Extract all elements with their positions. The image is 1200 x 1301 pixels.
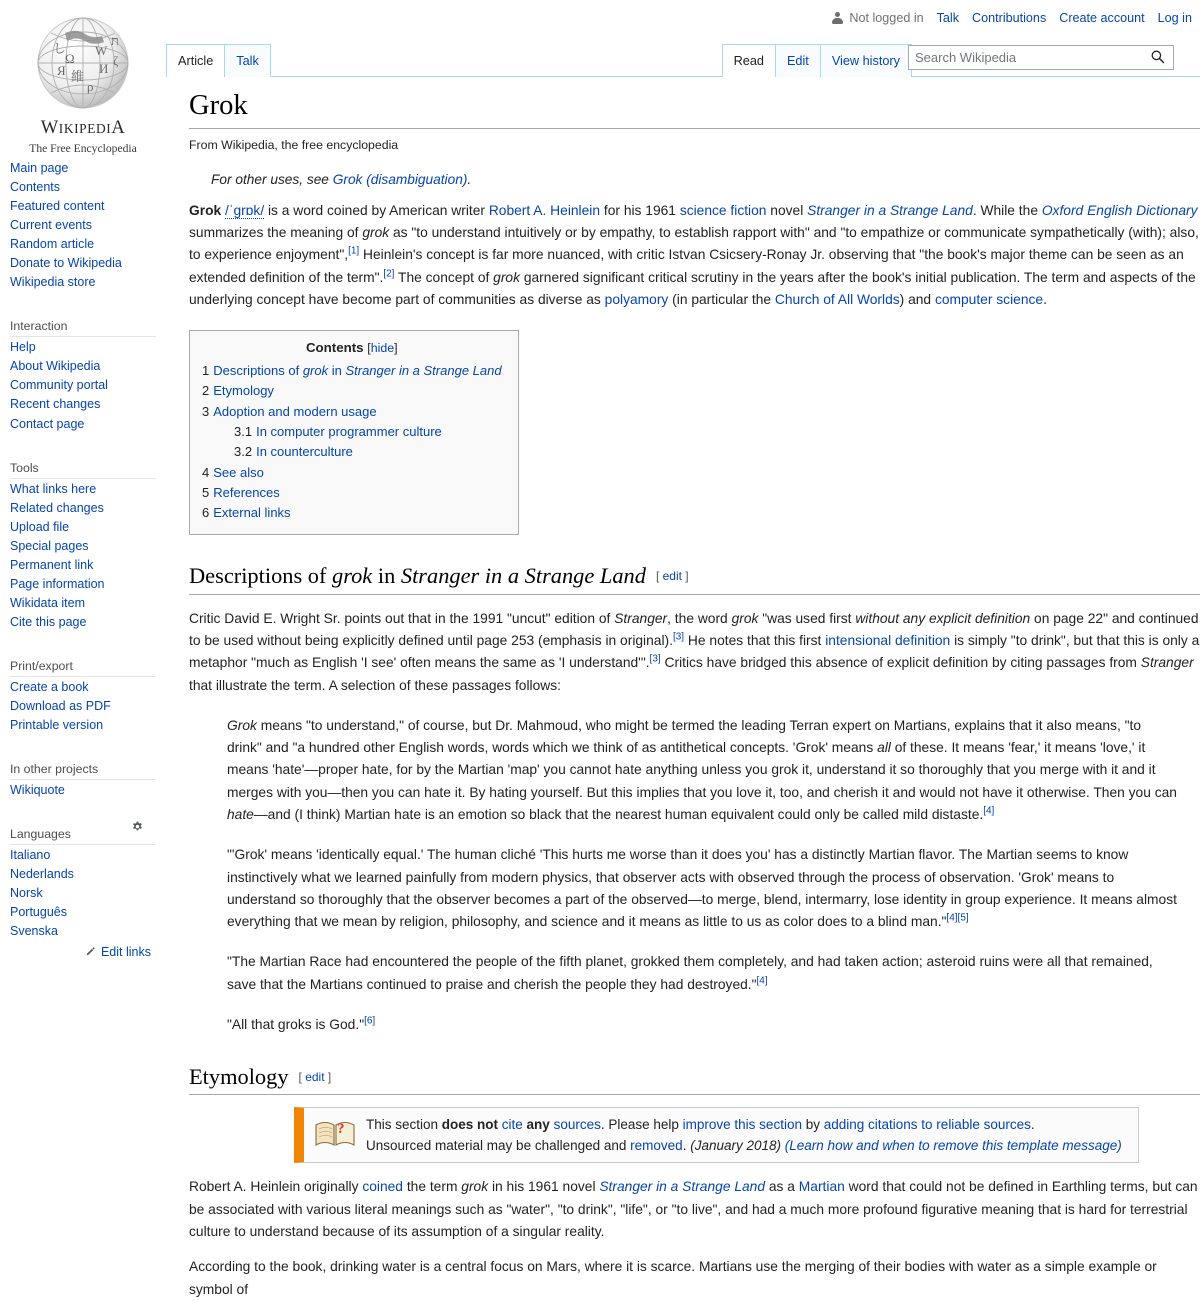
tab-read[interactable]: Read: [722, 44, 775, 77]
sidebar-item-download-as-pdf[interactable]: Download as PDF: [10, 698, 111, 713]
sidebar-item-printable-version[interactable]: Printable version: [10, 718, 104, 733]
sidebar-item-permanent-link[interactable]: Permanent link: [10, 557, 94, 572]
hatnote: [189, 172, 1200, 187]
tab-view-history[interactable]: View history: [820, 44, 912, 77]
list-item[interactable]: [10, 904, 156, 922]
list-item[interactable]: [10, 236, 156, 254]
tab-article[interactable]: Article: [166, 44, 224, 77]
sidebar-item-featured-content[interactable]: Featured content: [10, 199, 105, 214]
tab-edit[interactable]: Edit: [775, 44, 820, 77]
language-link-italiano[interactable]: Italiano: [10, 848, 51, 863]
language-link-norsk[interactable]: Norsk: [10, 886, 43, 901]
list-item[interactable]: [10, 358, 156, 376]
list-item[interactable]: [202, 483, 502, 503]
sidebar-item-wikiquote[interactable]: Wikiquote: [10, 783, 65, 798]
list-item[interactable]: [10, 481, 156, 499]
lead-italic-grok-2: grok: [493, 269, 520, 285]
section2-paragraph-2: According to the book, drinking water is a central focus on Mars, where it is scarce. Martians use the merging of their bodies with water as a simple example or symbol of: [189, 1259, 1157, 1297]
sidebar-heading-languages: Languages: [10, 827, 71, 842]
list-item[interactable]: [10, 885, 156, 903]
edit-links-link[interactable]: Edit links: [100, 945, 151, 960]
ambox-date: (January 2018): [690, 1138, 782, 1154]
link-science-fiction[interactable]: science fiction: [679, 202, 767, 218]
wikipedia-wordmark: WIKIPEDIA: [40, 118, 126, 138]
sidebar-heading-print-export: Print/export: [10, 658, 73, 673]
list-item[interactable]: [202, 402, 502, 422]
link-polyamory[interactable]: polyamory: [604, 291, 669, 307]
toc-number: 5: [202, 484, 210, 500]
sidebar-portal-other-projects: [10, 758, 156, 811]
link-intensional-definition[interactable]: intensional definition: [825, 632, 951, 648]
toc-number: 3: [202, 403, 210, 419]
sidebar-item-help[interactable]: Help: [10, 340, 36, 355]
toc-hide-link[interactable]: hide: [370, 341, 395, 356]
language-link-svenska[interactable]: Svenska: [10, 924, 58, 939]
list-item[interactable]: [10, 557, 156, 575]
sidebar-portal-languages: [10, 811, 156, 970]
list-item[interactable]: [202, 361, 502, 381]
list-item[interactable]: [10, 866, 156, 884]
reference-4b[interactable]: [4]: [756, 975, 768, 987]
list-item[interactable]: [10, 217, 156, 235]
edit-section-link-descriptions[interactable]: [ edit ]: [655, 569, 689, 584]
link-robert-heinlein[interactable]: Robert A. Heinlein: [488, 202, 601, 218]
toc-title-row: [202, 340, 502, 355]
sidebar-nav-list: [10, 160, 156, 292]
sidebar-item-contents[interactable]: Contents: [10, 180, 61, 195]
language-link-nederlands[interactable]: Nederlands: [10, 867, 74, 882]
toc-number: 3.1: [234, 424, 253, 439]
link-sources[interactable]: sources: [553, 1117, 601, 1133]
toc-number: 2: [202, 383, 210, 399]
list-item[interactable]: [202, 503, 502, 523]
link-stranger-in-a-strange-land[interactable]: Stranger in a Strange Land: [807, 202, 973, 218]
wikipedia-tagline: The Free Encyclopedia: [29, 142, 137, 155]
list-item[interactable]: [202, 442, 502, 462]
sidebar-item-wikipedia-store[interactable]: Wikipedia store: [10, 275, 96, 290]
sidebar-item-current-events[interactable]: Current events: [10, 218, 92, 233]
list-item[interactable]: [10, 416, 156, 434]
list-item[interactable]: [10, 717, 156, 735]
table-of-contents: [189, 330, 519, 535]
toc-link-references[interactable]: References: [213, 484, 280, 500]
ambox-line-2: Unsourced material may be challenged and removed. (January 2018) (Learn how and when to remove this template message): [366, 1138, 1122, 1154]
hatnote-suffix: .: [467, 171, 472, 187]
quote-passage-3: "The Martian Race had encountered the people of the fifth planet, grokked them completely, and had taken action; asteroid ruins were all that remained, save that the Martians continued to praise and cherish the people they had destroyed."[4]: [227, 954, 1153, 992]
lead-text-8: The concept of: [394, 269, 494, 285]
book-question-icon: [314, 1117, 356, 1154]
reference-3b[interactable]: [3]: [649, 653, 661, 665]
ambox-line-1: This section does not cite any sources. Please help improve this section by adding citations to reliable sources.: [366, 1117, 1035, 1133]
reference-2[interactable]: [2]: [383, 267, 395, 279]
edit-section-link-etymology[interactable]: [ edit ]: [298, 1070, 332, 1085]
reference-1[interactable]: [1]: [348, 245, 360, 257]
language-link-portugues[interactable]: Português: [10, 905, 67, 920]
sidebar-print-list: [10, 679, 156, 735]
toc-number: 1: [202, 363, 210, 379]
quote-passage-4: "All that groks is God."[6]: [227, 1015, 376, 1033]
toc-number: 3.2: [234, 444, 253, 460]
toc-number: 6: [202, 505, 210, 521]
list-item[interactable]: [202, 463, 502, 483]
link-learn-how-remove-template[interactable]: (Learn how and when to remove this template message): [784, 1138, 1122, 1154]
section1-paragraph-1: Critic David E. Wright Sr. points out that in the 1991 "uncut" edition of Stranger, the word grok "was used first without any explicit definition on page 22" and continued to be used without being explicitly defined until page 253 (emphasis in original).[3] He notes that this first intensional definition is simply "to drink", but that this is only a metaphor "much as English 'I see' often means the same as 'I understand'".[3] Critics have bridged this absence of explicit definition by citing passages from Stranger that illustrate the term. A selection of these passages follows:: [189, 610, 1200, 693]
section2-paragraph-1: Robert A. Heinlein originally coined the term grok in his 1961 novel Stranger in a Strange Land as a Martian word that could not be defined in Earthling terms, but can be associated with various literal meanings such as "water", "to drink", "life", or "to live", and had a much more profound figurative meaning that is hard for terrestrial culture to understand because of its assumption of a singular reality.: [189, 1179, 1198, 1240]
section-heading-descriptions: Descriptions of grok in Stranger in a Strange Land [ edit ]: [189, 561, 1200, 594]
toc-list: [202, 361, 502, 523]
sidebar-heading-other-projects: In other projects: [10, 762, 99, 777]
toc-title: Contents: [305, 340, 364, 356]
svg-text:ζ: ζ: [112, 53, 118, 68]
lead-paragraph: [189, 200, 1200, 311]
list-item[interactable]: [10, 339, 156, 357]
list-item[interactable]: [10, 782, 156, 800]
list-item[interactable]: [10, 595, 156, 613]
citation-needed-notice: [294, 1107, 1139, 1163]
sidebar-heading-tools: Tools: [10, 460, 39, 475]
reference-6[interactable]: [6]: [364, 1015, 376, 1027]
sidebar-item-what-links-here[interactable]: What links here: [10, 481, 97, 496]
link-removed[interactable]: removed: [630, 1138, 683, 1154]
list-item[interactable]: [10, 160, 156, 178]
link-church-of-all-worlds[interactable]: Church of All Worlds: [774, 291, 900, 307]
hatnote-link-disambiguation[interactable]: Grok (disambiguation): [332, 171, 468, 187]
svg-text:維: 維: [70, 69, 84, 84]
link-coined[interactable]: coined: [362, 1179, 403, 1195]
sidebar-item-contact-page[interactable]: Contact page: [10, 416, 85, 431]
sidebar-item-special-pages[interactable]: Special pages: [10, 538, 89, 553]
list-item[interactable]: [10, 377, 156, 395]
search-form: [908, 45, 1174, 70]
list-item[interactable]: [10, 255, 156, 273]
sidebar-tools-list: [10, 481, 156, 632]
edit-links-row[interactable]: [10, 945, 156, 960]
sidebar-item-random-article[interactable]: Random article: [10, 237, 95, 252]
not-logged-in-label: [831, 11, 923, 25]
link-oed[interactable]: Oxford English Dictionary: [1041, 202, 1198, 218]
sidebar-portal-navigation: [10, 160, 156, 303]
article-body: [189, 88, 1200, 1301]
svg-text:W: W: [94, 43, 107, 58]
sidebar-panel: [0, 0, 166, 1200]
list-item[interactable]: [10, 179, 156, 197]
link-computer-science[interactable]: computer science: [934, 291, 1044, 307]
wikipedia-logo[interactable]: [0, 0, 166, 160]
sidebar-item-create-a-book[interactable]: Create a book: [10, 679, 89, 694]
svg-text:Ω: Ω: [64, 51, 75, 66]
svg-text:И: И: [98, 61, 108, 76]
gear-icon[interactable]: [131, 821, 144, 834]
link-martian[interactable]: Martian: [798, 1179, 845, 1195]
sidebar-item-related-changes[interactable]: Related changes: [10, 500, 104, 515]
lead-text-1: is a word coined by American writer: [264, 202, 489, 218]
svg-text:し: し: [52, 41, 66, 56]
toc-link-programmer-culture[interactable]: In computer programmer culture: [256, 424, 442, 439]
lead-text-12: .: [1043, 291, 1047, 307]
lead-text-9: garnered significant critical scrutiny in the years after the book's initial publication. The term and aspects of the underlying concept have become part of communities as diverse as: [189, 269, 1196, 307]
lead-text-7: Heinlein's concept is far more nuanced, with critic Istvan Csicsery-Ronay Jr. observing that "the book's major theme can be seen as an extended definition of the term".: [189, 247, 1184, 285]
list-item[interactable]: [10, 500, 156, 518]
toc-link-etymology[interactable]: Etymology: [213, 383, 274, 399]
sidebar-portal-tools: [10, 457, 156, 643]
sidebar-item-about-wikipedia[interactable]: About Wikipedia: [10, 359, 101, 374]
personal-link-log-in[interactable]: Log in: [1157, 11, 1192, 25]
list-item[interactable]: [10, 698, 156, 716]
list-item[interactable]: [202, 381, 502, 401]
personal-tools-bar: [831, 0, 1192, 28]
list-item[interactable]: [10, 198, 156, 216]
wikipedia-globe-icon: [31, 11, 136, 116]
list-item[interactable]: [10, 538, 156, 556]
search-icon: [1150, 49, 1165, 67]
sidebar-item-recent-changes[interactable]: Recent changes: [10, 397, 101, 412]
sidebar-item-page-information[interactable]: Page information: [10, 576, 105, 591]
toc-link-external-links[interactable]: External links: [213, 505, 291, 521]
tab-talk[interactable]: Talk: [224, 44, 271, 77]
toc-toggle[interactable]: [hide]: [367, 341, 398, 356]
sidebar-other-projects-list: [10, 782, 156, 800]
ambox-icon-wrapper: [304, 1117, 366, 1154]
list-item[interactable]: [10, 519, 156, 537]
sidebar-languages-list: [10, 847, 156, 941]
link-adding-citations[interactable]: adding citations to reliable sources: [823, 1117, 1031, 1133]
list-item[interactable]: [10, 576, 156, 594]
list-item[interactable]: [10, 614, 156, 632]
sidebar-item-cite-this-page[interactable]: Cite this page: [10, 614, 87, 629]
toc-number: 4: [202, 464, 210, 480]
personal-link-contributions[interactable]: Contributions: [972, 11, 1047, 25]
sidebar-item-upload-file[interactable]: Upload file: [10, 519, 70, 534]
sidebar-heading-interaction: Interaction: [10, 319, 68, 334]
section-heading-etymology: Etymology [ edit ]: [189, 1062, 1200, 1095]
lead-text-2: for his 1961: [600, 202, 680, 218]
search-button[interactable]: [1143, 46, 1171, 69]
sidebar-item-donate[interactable]: Donate to Wikipedia: [10, 256, 122, 271]
toc-link-see-also[interactable]: See also: [213, 464, 264, 480]
list-item[interactable]: [10, 396, 156, 414]
ambox-message: [366, 1114, 1132, 1156]
tab-underline: [166, 76, 1200, 77]
hatnote-prefix: For other uses, see: [211, 171, 333, 187]
site-subtitle: From Wikipedia, the free encyclopedia: [189, 137, 399, 152]
lead-text-3: novel: [766, 202, 808, 218]
list-item[interactable]: [10, 679, 156, 697]
sidebar-item-main-page[interactable]: Main page: [10, 161, 69, 175]
reference-4-5[interactable]: [4][5]: [946, 912, 969, 924]
svg-text:ת: ת: [110, 33, 119, 48]
namespace-tabs: [166, 44, 271, 77]
link-improve-this-section[interactable]: improve this section: [682, 1117, 802, 1133]
toc-link-counterculture[interactable]: In counterculture: [256, 444, 353, 460]
list-item[interactable]: [10, 847, 156, 865]
list-item[interactable]: [202, 422, 502, 442]
pencil-icon: [85, 946, 99, 960]
lead-text-11: ) and: [899, 291, 935, 307]
svg-text:Я: Я: [56, 63, 66, 78]
toc-link-adoption[interactable]: Adoption and modern usage: [213, 403, 377, 419]
lead-term: Grok: [189, 202, 222, 218]
lead-text-4: . While the: [972, 202, 1042, 218]
list-item[interactable]: [10, 923, 156, 941]
link-cite[interactable]: cite: [501, 1117, 523, 1133]
link-stranger-novel-2[interactable]: Stranger in a Strange Land: [599, 1179, 766, 1195]
reference-3a[interactable]: [3]: [672, 631, 685, 643]
not-logged-in-text: Not logged in: [849, 11, 924, 25]
user-icon: [831, 12, 844, 25]
personal-link-talk[interactable]: Talk: [936, 11, 960, 25]
page-title: Grok: [189, 88, 1200, 129]
quote-passage-1: Grok means "to understand," of course, but Dr. Mahmoud, who might be termed the leading Terran expert on Martians, explains that it also means, "to drink" and "a hundred other English words, words which we think of as antithetical concepts. 'Grok' means all of these. It means 'fear,' it means 'love,' it means 'hate'—proper hate, for by the Martian 'map' you cannot hate anything unless you grok it, understand it so thoroughly that you merge with it and it merges with you—then you can hate it. By hating yourself. But this implies that you love it, too, and cherish it and would not have it otherwise. Then you can hate—and (I think) Martian hate is an emotion so black that the nearest human equivalent could only be called mild distaste.[4]: [227, 717, 1177, 822]
quote-passage-2: "'Grok' means 'identically equal.' The human cliché 'This hurts me worse than it does you' has a distinctly Martian flavor. The Martian seems to know instinctively what we learned painfully from modern physics, that observer acts with observed through the process of observation. 'Grok' means to understand so thoroughly that the observer becomes a part of the observed—to merge, blend, intermarry, lose identity in group experience. It means almost everything that we mean by religion, philosophy, and science and it means as little to us as color does to a blind man."[4][5]: [227, 847, 1177, 930]
sidebar-interaction-list: [10, 339, 156, 433]
sidebar-portal-print-export: [10, 655, 156, 746]
lead-text-6: as "to understand intuitively or by empathy, to establish rapport with" and "to empathize or communicate sympathetically (with); also, to experience enjoyment",: [189, 224, 1199, 263]
lead-text-5: summarizes the meaning of: [189, 224, 363, 240]
sidebar-portal-interaction: [10, 315, 156, 444]
lead-text-10: (in particular the: [668, 291, 775, 307]
list-item[interactable]: [10, 274, 156, 292]
sidebar-item-community-portal[interactable]: Community portal: [10, 378, 108, 393]
svg-text:ρ: ρ: [86, 79, 93, 94]
view-tabs: [722, 44, 912, 77]
lead-italic-grok-1: grok: [362, 224, 390, 240]
sidebar-item-wikidata-item[interactable]: Wikidata item: [10, 595, 86, 610]
reference-4a[interactable]: [4]: [983, 805, 995, 817]
toc-link-descriptions[interactable]: Descriptions of grok in Stranger in a Strange Land: [213, 363, 502, 379]
personal-link-create-account[interactable]: Create account: [1059, 11, 1145, 25]
pronunciation-link[interactable]: /ˈɡrɒk/: [225, 202, 265, 218]
svg-text:?: ?: [337, 1120, 345, 1137]
search-input[interactable]: [909, 47, 1143, 68]
